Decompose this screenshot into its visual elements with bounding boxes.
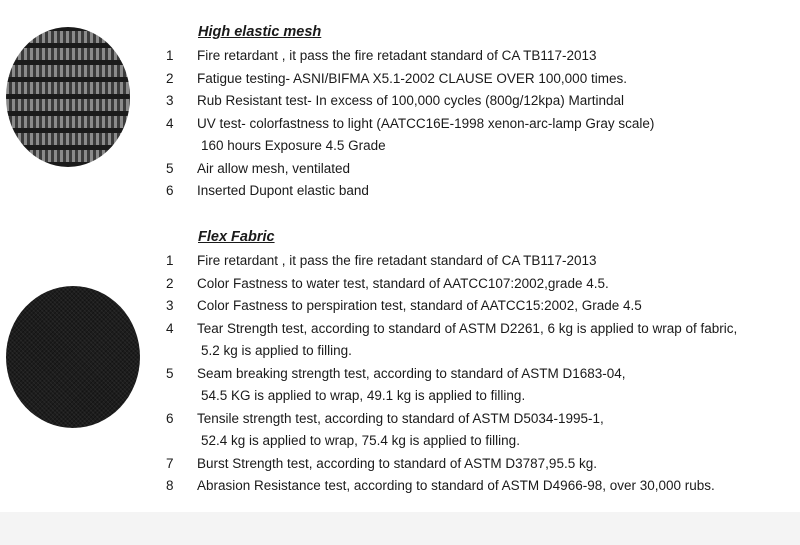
bottom-strip <box>0 512 800 545</box>
spec-item-number: 1 <box>166 253 174 268</box>
spec-item <box>0 250 800 273</box>
spec-item-number: 4 <box>166 320 174 336</box>
spec-item <box>0 475 800 498</box>
spec-item <box>0 408 800 453</box>
spec-item-number: 3 <box>166 298 174 313</box>
spec-item-text: UV test- colorfastness to light (AATCC16E-1998 xenon-arc-lamp Gray scale) <box>197 115 655 131</box>
spec-item <box>0 363 800 408</box>
spec-item-text: Inserted Dupont elastic band <box>197 183 369 198</box>
spec-item <box>0 180 800 203</box>
section-title-high-elastic-mesh: High elastic mesh <box>198 24 322 40</box>
spec-item-text: Rub Resistant test- In excess of 100,000 cycles (800g/12kpa) Martindal <box>197 93 624 108</box>
spec-item <box>0 158 800 181</box>
spec-item <box>0 45 800 68</box>
spec-item-text: Color Fastness to perspiration test, standard of AATCC15:2002, Grade 4.5 <box>197 298 642 313</box>
spec-item-text: Abrasion Resistance test, according to standard of ASTM D4966-98, over 30,000 rubs. <box>197 478 715 493</box>
mesh-spec-list <box>0 45 800 203</box>
spec-item-text: Seam breaking strength test, according to standard of ASTM D1683-04, <box>197 365 626 381</box>
spec-item <box>0 295 800 318</box>
spec-item-text-continued: 52.4 kg is applied to wrap, 75.4 kg is applied to filling. <box>201 433 520 448</box>
spec-item-text-continued: 160 hours Exposure 4.5 Grade <box>201 138 386 153</box>
spec-item-number: 6 <box>166 410 174 426</box>
spec-item-number: 4 <box>166 115 174 131</box>
spec-item-text: Air allow mesh, ventilated <box>197 160 351 176</box>
spec-item <box>0 273 800 296</box>
spec-item-text: Color Fastness to water test, standard of AATCC107:2002,grade 4.5. <box>197 275 609 291</box>
spec-item-number: 3 <box>166 93 174 108</box>
spec-item-number: 6 <box>166 183 174 198</box>
spec-item-number: 5 <box>166 365 174 381</box>
spec-item <box>0 318 800 363</box>
spec-item-number: 8 <box>166 478 174 493</box>
flex-spec-list <box>0 250 800 498</box>
spec-item-text: Tear Strength test, according to standard of ASTM D2261, 6 kg is applied to wrap of fabric, <box>197 320 738 336</box>
spec-item-text: Burst Strength test, according to standard of ASTM D3787,95.5 kg. <box>197 455 597 471</box>
spec-item <box>0 113 800 158</box>
spec-item-text-continued: 5.2 kg is applied to filling. <box>201 343 352 358</box>
spec-item-number: 7 <box>166 455 174 471</box>
spec-item <box>0 90 800 113</box>
spec-item-text: Tensile strength test, according to standard of ASTM D5034-1995-1, <box>197 410 604 426</box>
spec-item <box>0 453 800 476</box>
spec-item-number: 5 <box>166 160 174 176</box>
spec-item <box>0 68 800 91</box>
spec-item-number: 2 <box>166 275 174 291</box>
spec-item-text: Fire retardant , it pass the fire retadant standard of CA TB117-2013 <box>197 253 597 268</box>
spec-item-number: 1 <box>166 48 174 63</box>
spec-item-text-continued: 54.5 KG is applied to wrap, 49.1 kg is applied to filling. <box>201 388 526 403</box>
spec-item-number: 2 <box>166 70 174 86</box>
section-title-flex-fabric: Flex Fabric <box>198 229 275 245</box>
spec-item-text: Fatigue testing- ASNI/BIFMA X5.1-2002 CLAUSE OVER 100,000 times. <box>197 70 627 86</box>
spec-item-text: Fire retardant , it pass the fire retadant standard of CA TB117-2013 <box>197 48 597 63</box>
